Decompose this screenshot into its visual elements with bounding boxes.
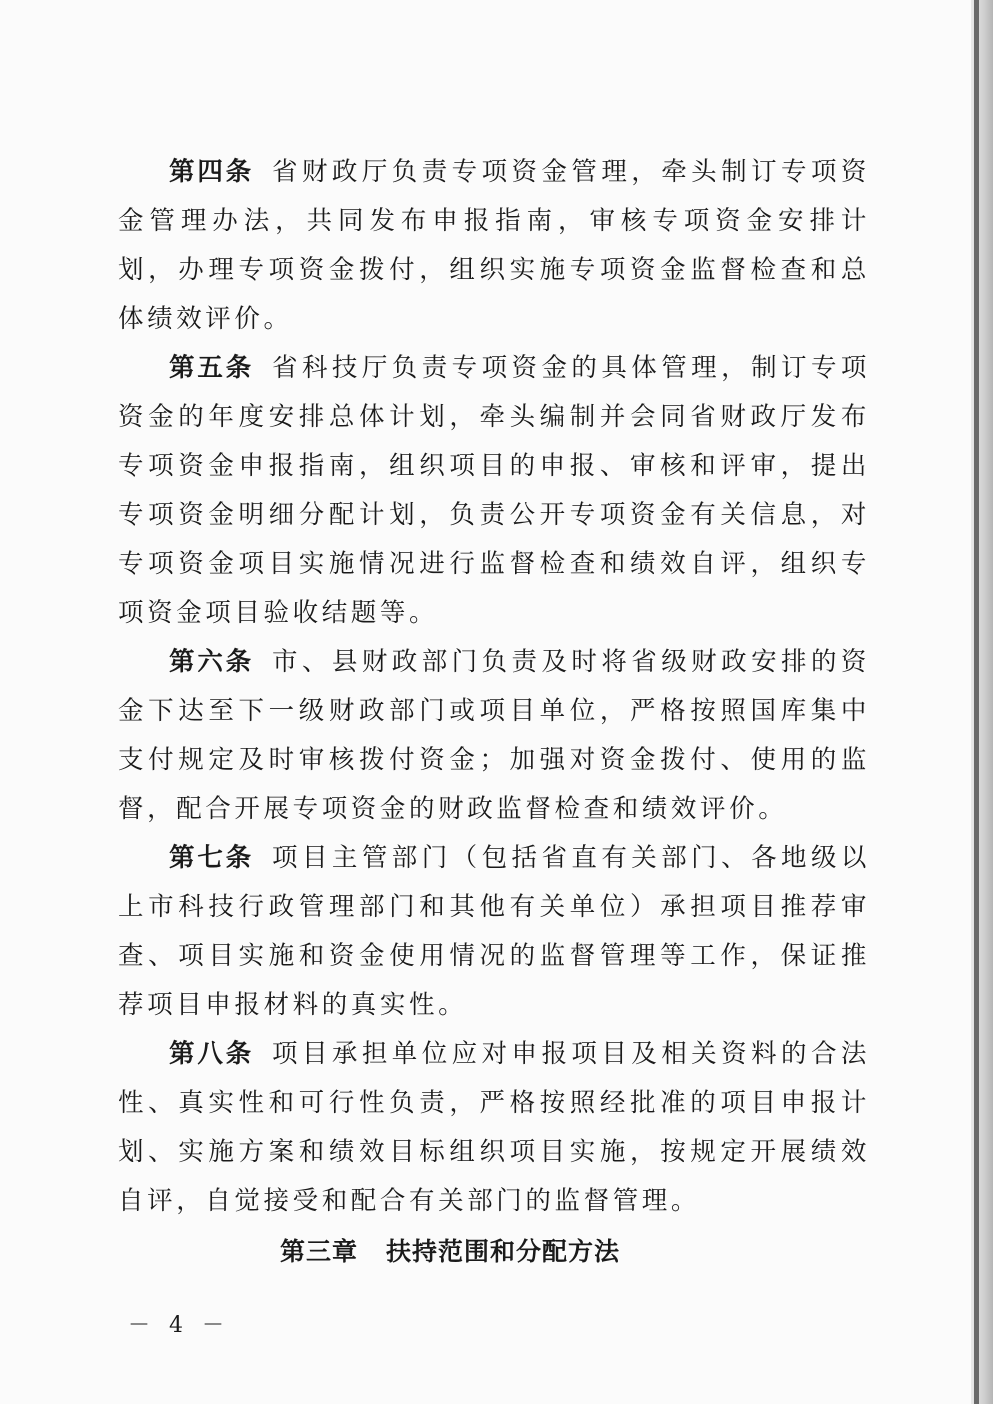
article-body [118,148,870,1226]
page-number: － 4 － [128,1313,230,1338]
article-paragraph-6 [118,638,870,834]
article-paragraph-5 [118,344,870,638]
article-paragraph-8 [118,1030,870,1226]
article-number: 第六条 [169,647,255,677]
chapter-number: 第三章 [279,1237,358,1266]
chapter-title: 扶持范围和分配方法 [386,1237,621,1266]
article-number: 第七条 [169,843,255,873]
article-number: 第五条 [169,353,255,383]
article-number: 第四条 [169,157,255,187]
article-number: 第八条 [169,1039,255,1069]
article-text: 项目承担单位应对申报项目及相关资料的合法性、真实性和可行性负责，严格按照经批准的项目申报计划、实施方案和绩效目标组织项目实施，按规定开展绩效自评，自觉接受和配合有关部门的监督管理。 [118,1039,870,1216]
article-paragraph-7 [118,834,870,1030]
article-paragraph-4 [118,148,870,344]
article-text: 项目主管部门（包括省直有关部门、各地级以上市科技行政管理部门和其他有关单位）承担项目推荐审查、项目实施和资金使用情况的监督管理等工作，保证推荐项目申报材料的真实性。 [118,843,870,1020]
chapter-heading [0,1232,900,1268]
article-text: 市、县财政部门负责及时将省级财政安排的资金下达至下一级财政部门或项目单位，严格按照国库集中支付规定及时审核拨付资金；加强对资金拨付、使用的监督，配合开展专项资金的财政监督检查和绩效评价。 [118,647,870,824]
article-text: 省财政厅负责专项资金管理，牵头制订专项资金管理办法，共同发布申报指南，审核专项资金安排计划，办理专项资金拨付，组织实施专项资金监督检查和总体绩效评价。 [118,157,870,334]
page-binding-edge [974,0,979,1404]
article-text: 省科技厅负责专项资金的具体管理，制订专项资金的年度安排总体计划，牵头编制并会同省财政厅发布专项资金申报指南，组织项目的申报、审核和评审，提出专项资金明细分配计划，负责公开专项资金有关信息，对专项资金项目实施情况进行监督检查和绩效自评，组织专项资金项目验收结题等。 [118,353,870,628]
